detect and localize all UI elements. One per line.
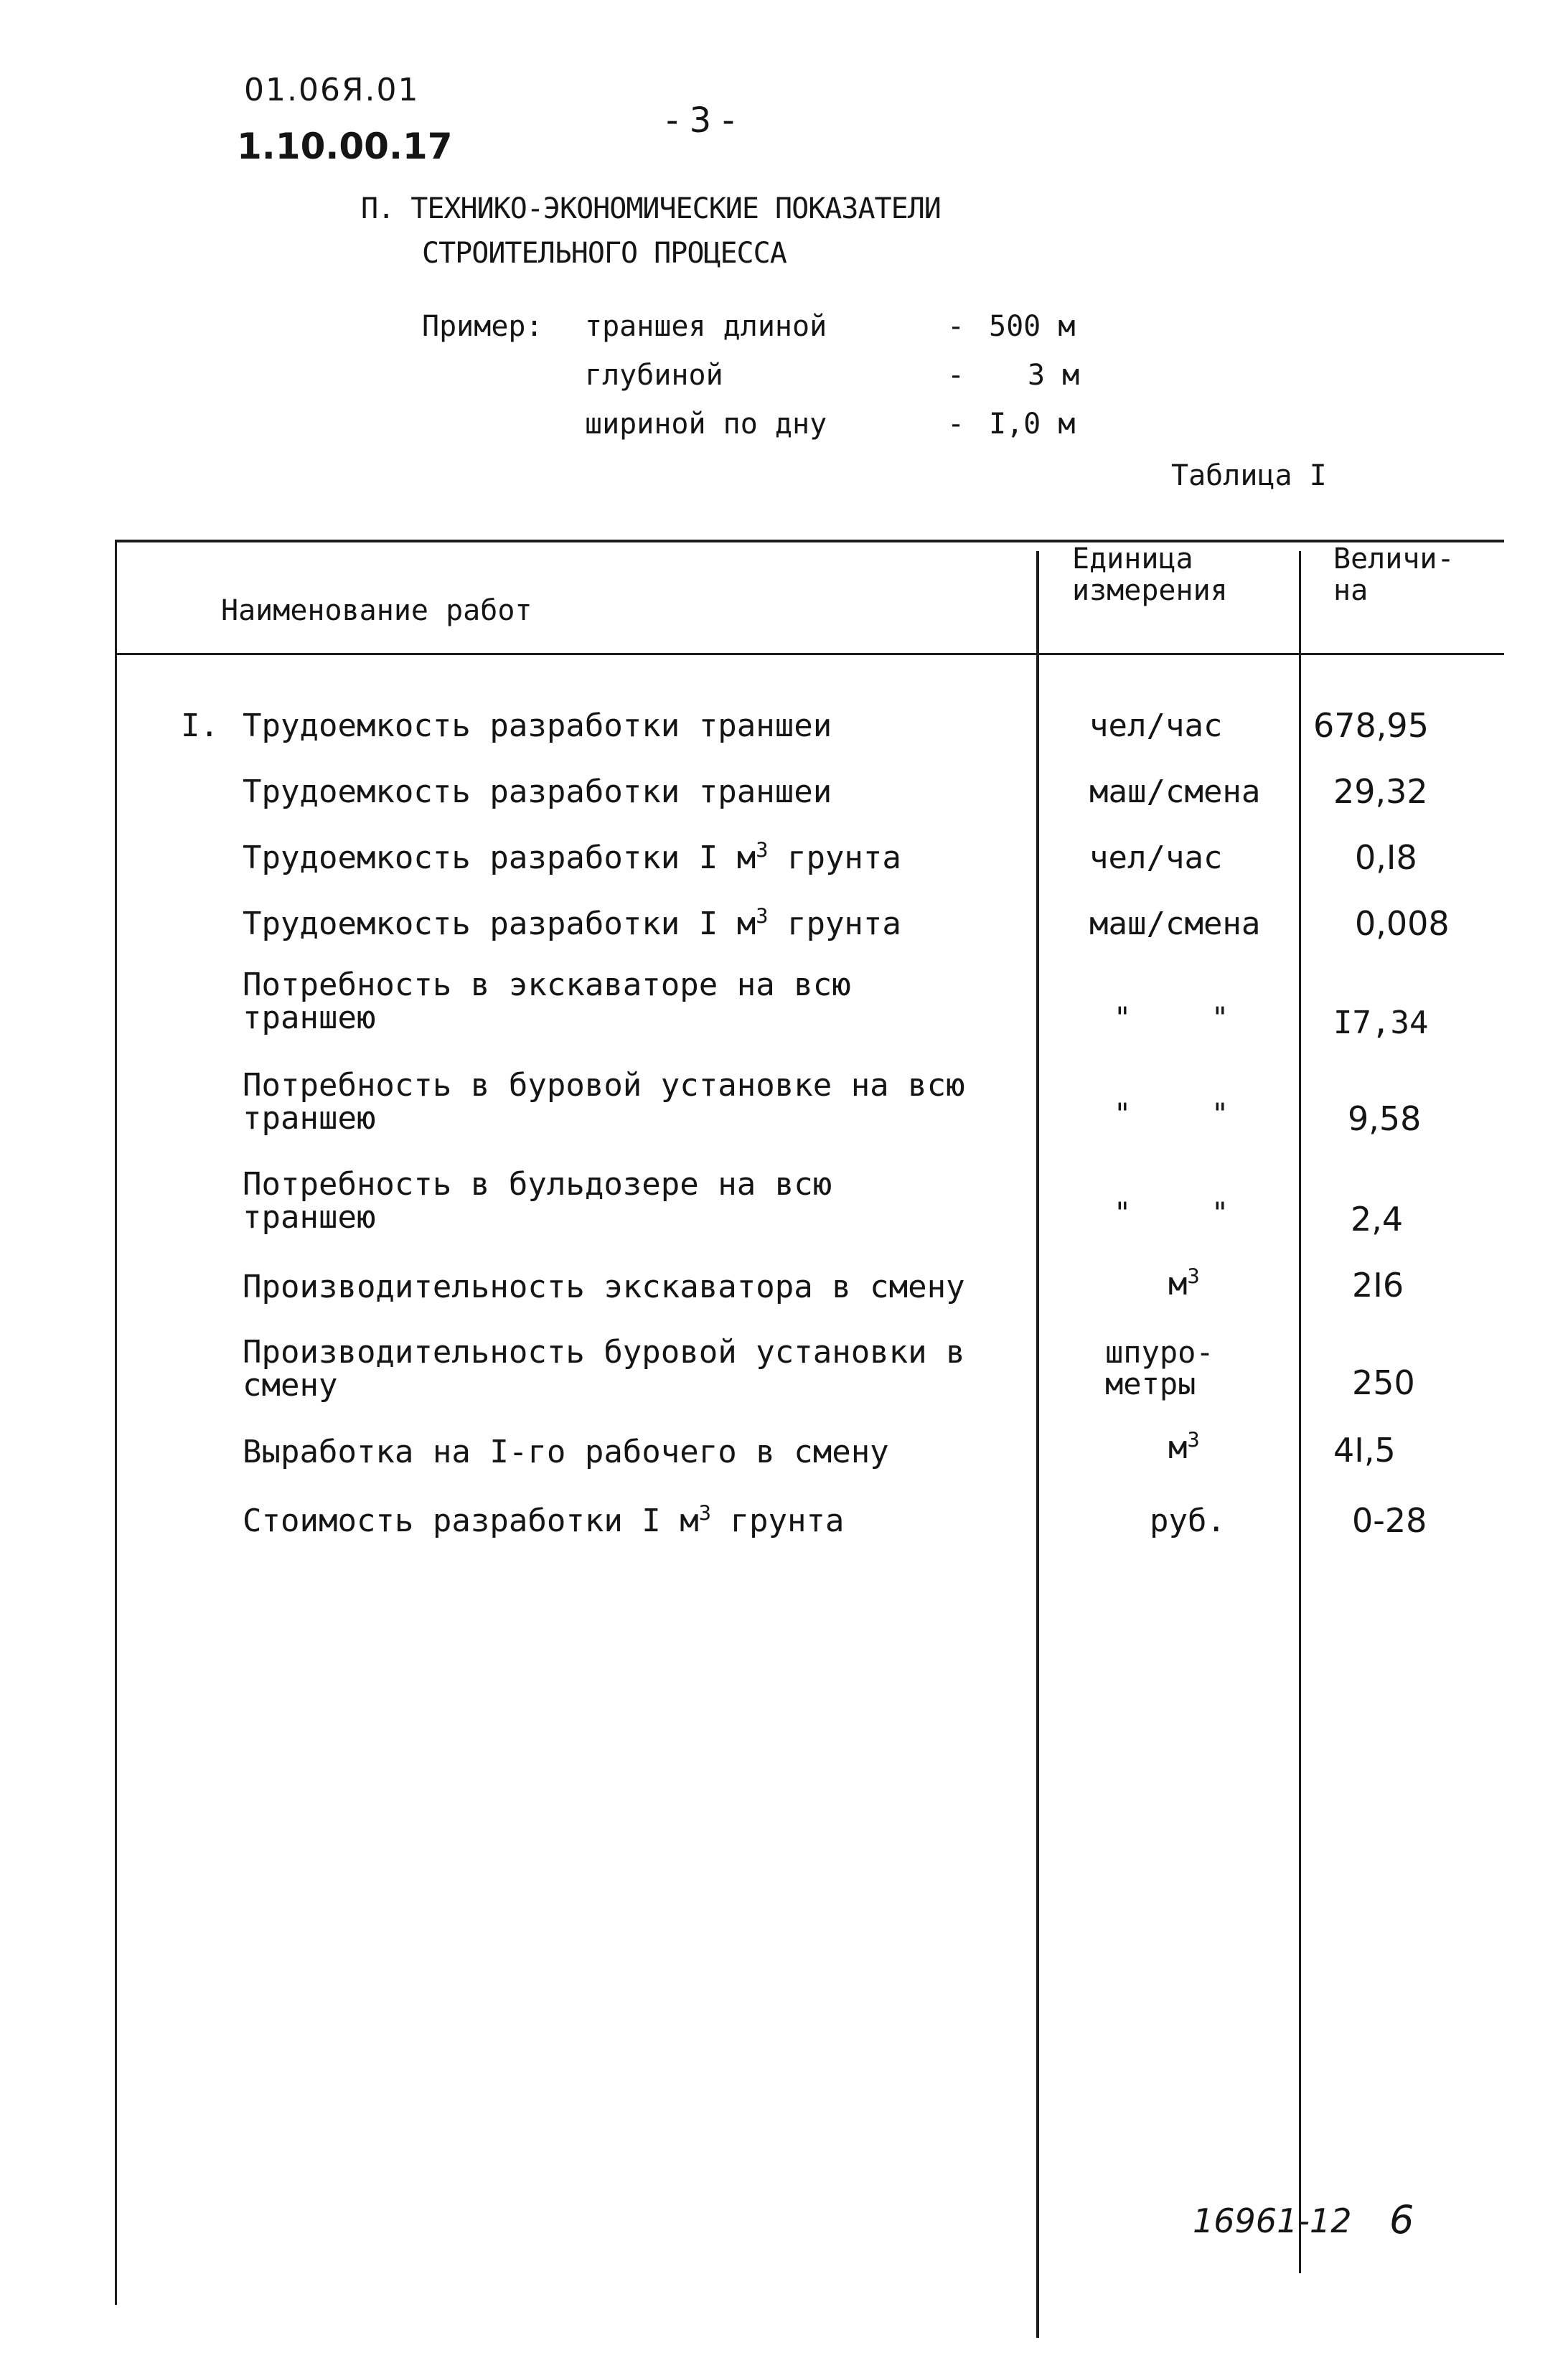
table-row-value: 2,4 [1351,1200,1404,1239]
example-prefix: Пример: [422,310,543,343]
ditto-mark: " [1211,1197,1229,1230]
table-row-value: 0,I8 [1355,838,1417,877]
table-row-value: I7,34 [1333,1005,1429,1041]
header-unit-line2: измерения [1072,574,1228,607]
table-row-name-text: Трудоемкость разработки I м [243,840,756,876]
example-dash-length: - [947,310,965,343]
unit-text: м [1168,1429,1188,1466]
table-header-rule [115,653,1504,655]
example-dash-depth: - [947,359,965,392]
table-row-value: 2I6 [1352,1266,1404,1305]
table-row-value: 4I,5 [1333,1431,1396,1470]
table-row-unit-line2: метры [1105,1366,1196,1401]
footer-doc-number: 16961-12 [1193,2202,1352,2240]
example-label-length: траншея длиной [585,310,827,343]
header-name: Наименование работ [221,594,532,627]
table-row-name-text-end: грунта [768,906,901,942]
example-label-depth: глубиной [585,359,723,392]
table-row-value: 9,58 [1348,1099,1422,1138]
superscript-3: 3 [756,837,769,863]
table-row-name: Трудоемкость разработки траншеи [243,774,832,810]
unit-text: м [1168,1266,1188,1302]
table-row-unit [1168,1429,1200,1466]
header-unit-line1: Единица [1072,542,1193,575]
table-divider-value [1299,551,1301,2273]
table-row-name: Трудоемкость разработки траншеи [243,708,832,744]
table-row-name: Выработка на I-го рабочего в смену [243,1434,889,1470]
table-row-unit: маш/смена [1089,906,1261,942]
example-dash-width: - [947,408,965,441]
table-row-value: 0,008 [1355,904,1450,943]
table-left-border [115,540,117,2305]
table-row-name: Потребность в экскаваторе на всю траншею [243,967,851,1036]
table-caption: Таблица I [1171,459,1327,492]
table-row-name: Производительность буровой установки в смену [243,1334,965,1404]
table-row-name [243,903,901,942]
table-row-name-text-end: грунта [768,840,901,876]
table-row-name-text-end: грунта [710,1503,845,1539]
ditto-mark: " [1114,1098,1132,1131]
document-code-top: 01.06Я.01 [244,72,420,108]
table-row-value: 0-28 [1352,1501,1427,1540]
ditto-mark: " [1114,1197,1132,1230]
table-row-value: 250 [1352,1363,1415,1402]
table-row-unit-line1: шпуро- [1105,1335,1214,1370]
ditto-mark: " [1211,1002,1229,1035]
table-divider-unit [1036,551,1039,2338]
section-title-line2: СТРОИТЕЛЬНОГО ПРОЦЕССА [422,237,787,270]
superscript-3: 3 [1187,1264,1200,1289]
table-row-name: Потребность в бульдозере на всю траншею [243,1166,832,1236]
section-title-line1: П. ТЕХНИКО-ЭКОНОМИЧЕСКИЕ ПОКАЗАТЕЛИ [361,192,941,225]
row-number: I. [181,708,219,744]
table-row-name [243,1500,845,1539]
ditto-mark: " [1114,1002,1132,1035]
example-label-width: шириной по дну [585,408,827,441]
header-value-line1: Величи- [1333,542,1455,575]
example-value-length: 500 м [989,310,1076,343]
superscript-3: 3 [698,1500,711,1526]
table-row-name-text: Трудоемкость разработки I м [243,906,756,942]
ditto-mark: " [1211,1098,1229,1131]
table-row-name: Потребность в буровой установке на всю траншею [243,1067,965,1137]
table-row-value: 29,32 [1333,772,1428,811]
footer-sheet-number: 6 [1389,2197,1414,2242]
example-value-width: I,0 м [989,408,1076,441]
table-row-value: 678,95 [1313,706,1429,745]
table-row-name-text: Стоимость разработки I м [243,1503,699,1539]
table-row-unit: чел/час [1089,708,1223,744]
example-value-depth: 3 м [1028,359,1080,392]
page-number: - 3 - [666,100,735,141]
table-row-unit: руб. [1150,1503,1226,1539]
table-row-unit: чел/час [1089,840,1223,876]
superscript-3: 3 [1187,1427,1200,1452]
table-row-unit [1168,1266,1200,1302]
table-row-name: Производительность экскаватора в смену [243,1269,965,1305]
document-code-main: 1.10.00.17 [237,126,453,167]
header-value-line2: на [1333,574,1369,607]
table-row-name [243,837,901,876]
table-row-unit: маш/смена [1089,774,1261,810]
superscript-3: 3 [756,903,769,929]
table-top-rule [115,540,1504,542]
